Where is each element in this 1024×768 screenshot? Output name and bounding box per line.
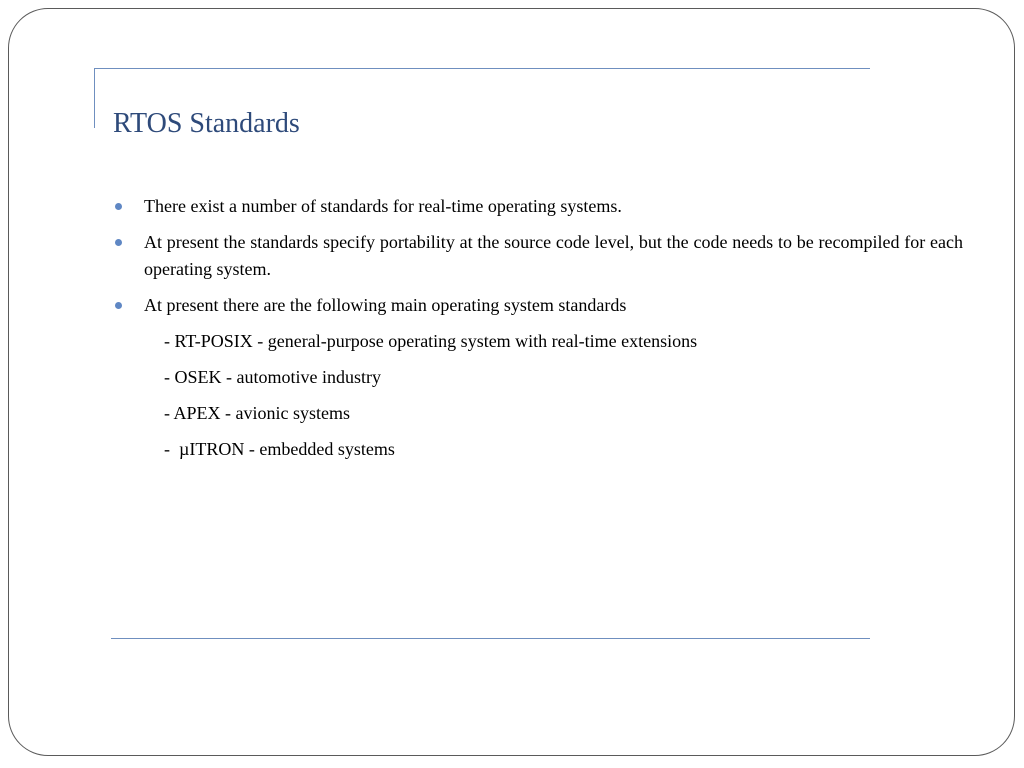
bullet-item <box>112 229 963 283</box>
slide-title: RTOS Standards <box>113 108 300 139</box>
bullet-icon <box>115 302 122 309</box>
bullet-text: At present the standards specify portability at the source code level, but the code needs to be recompiled for each operating system. <box>144 232 963 279</box>
standard-item-uitron: - µITRON - embedded systems <box>164 439 395 459</box>
bullet-icon <box>115 239 122 246</box>
standard-item-rt-posix: - RT-POSIX - general-purpose operating system with real-time extensions <box>164 331 698 351</box>
bullet-text: There exist a number of standards for real-time operating systems. <box>144 196 622 216</box>
left-divider <box>94 68 95 128</box>
bullet-icon <box>115 203 122 210</box>
standard-item-osek: - OSEK - automotive industry <box>164 367 381 387</box>
standard-item-apex: - APEX - avionic systems <box>164 403 350 423</box>
standards-list <box>112 328 963 463</box>
bullet-item <box>112 193 963 220</box>
slide-content <box>112 193 963 472</box>
bullet-item <box>112 292 963 319</box>
bottom-divider <box>111 638 870 639</box>
top-divider <box>94 68 870 69</box>
bullet-list <box>112 193 963 319</box>
bullet-text: At present there are the following main operating system standards <box>144 295 627 315</box>
